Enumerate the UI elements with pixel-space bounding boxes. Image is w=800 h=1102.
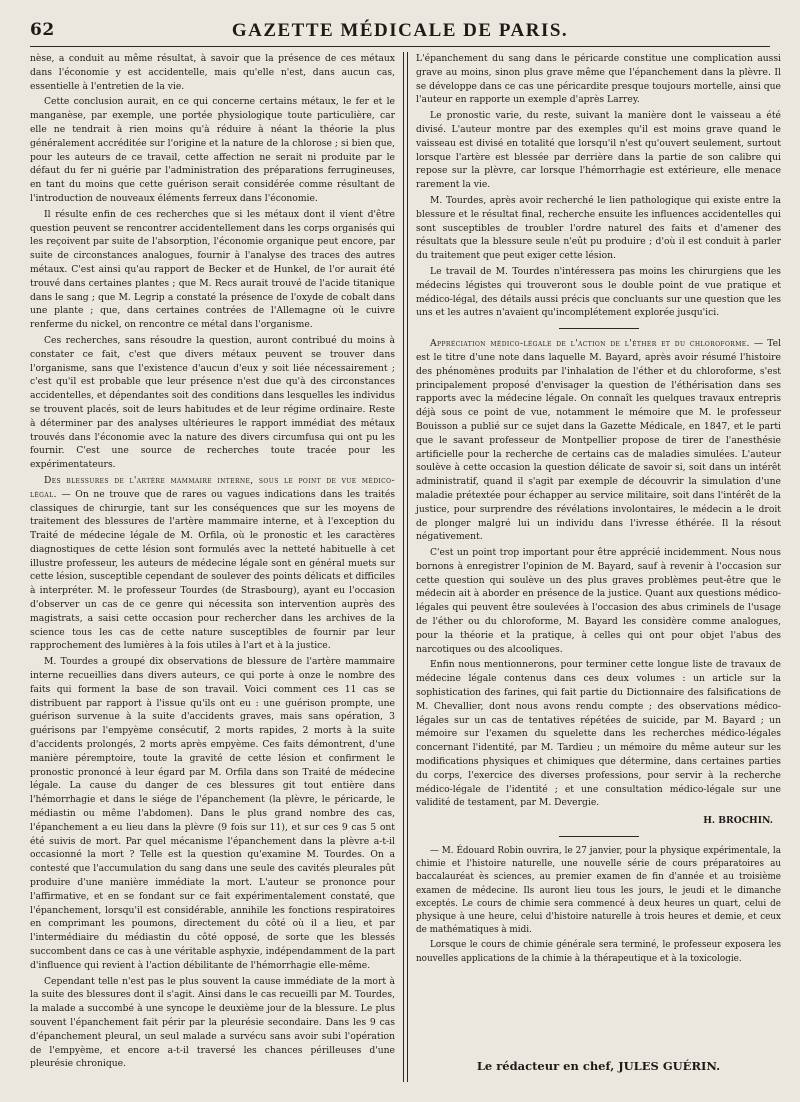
section-body: — On ne trouve que de rares ou vagues indications dans les traités classiques de chirurgie, tant sur les conséquences que sur les moyens de traitement des blessures de l'artère mammaire interne, et à l'exception du Traité de médecine légale de M. Orfila, où le pronostic et les caractères diagnostiques de cette lésion sont formulés avec la netteté habituelle à cet illustre professeur, les auteurs de médecine légale sont en général muets sur cette lésion, susceptible cependant de soulever des points délicats et difficiles à interpréter. M. le professeur Tourdes (de Strasbourg), ayant eu l'occasion d'observer un cas de ce genre qui nécessita son intervention auprès des magistrats, a saisi cette occasion pour rechercher dans les archives de la science tous les cas de cette nature susceptibles de fournir par leur rapprochement des lumières à la fois utiles à l'art et à la justice. — [30, 488, 395, 652]
paragraph: nèse, a conduit au même résultat, à savoir que la présence de ces métaux dans l'économie y est accidentelle, mais qu'elle n'est, dans aucun cas, essentielle à l'entretien de la vie. — [30, 53, 395, 92]
paragraph: C'est un point trop important pour être apprécié incidemment. Nous nous bornons à enregistrer l'opinion de M. Bayard, sauf à revenir à l'occasion sur cette question qui soulève un des plus graves problèmes peut-être que le médecin ait à aborder en présence de la justice. Quant aux questions médico-légales qui peuvent être soulevées à l'occasion des abus criminels de l'usage de l'éther ou du chloroforme, M. Bayard les considère comme analogues, pour la théorie et la pratique, à celles qui ont pour objet l'abus des narcotiques ou des alcooliques. — [416, 547, 781, 655]
news-item: Lorsque le cours de chimie générale sera terminé, le professeur exposera les nouvelles applications de la chimie à la thérapeutique et à la toxicologie. — [416, 940, 781, 964]
column-divider — [403, 52, 408, 1082]
section-paragraph — [416, 337, 781, 544]
section-title: Appréciation médico-légale de l'action de l'éther et du chloroforme. — [430, 338, 750, 350]
editor-signature: Le rédacteur en chef, JULES GUÉRIN. — [476, 1058, 721, 1073]
paragraph: Le travail de M. Tourdes n'intéressera pas moins les chirurgiens que les médecins légistes qui trouveront sous le double point de vue pratique et médico-légal, des détails aussi précis que concluants sur une question que les uns et les autres n'avaient qu'incomplétement explorée jusqu'ici. — [416, 265, 781, 319]
paragraph: Le pronostic varie, du reste, suivant la manière dont le vaisseau a été divisé. L'auteur montre par des exemples qu'il est moins grave quand le vaisseau est divisé en totalité que lorsqu'il n'est qu'ouvert seulement, surtout lorsque l'artère est blessée par derrière dans la partie de son calibre qui repose sur la plèvre, car lorsque l'hémorrhagie est extérieure, elle menace rarement la vie. — [416, 110, 781, 191]
journal-title: GAZETTE MÉDICALE DE PARIS. — [231, 20, 569, 41]
section-paragraph — [30, 474, 395, 653]
paragraph: Il résulte enfin de ces recherches que si les métaux dont il vient d'être question peuvent se rencontrer accidentellement dans les corps organisés qui les reçoivent par suite de l'absorption, l'économie organique peut encore, par suite de circonstances analogues, fournir à l'analyse des traces des autres métaux. C'est ainsi qu'au rapport de Becker et de Hunkel, de l'or aurait été trouvé dans certaines plantes ; que M. Recs aurait trouvé de l'acide titanique dans le sang ; que M. Legrip a constaté la présence de l'oxyde de cobalt dans une plante ; que, dans certaines contrées de l'Allemagne où le cuivre renferme du nickel, on rencontre ce métal dans l'organisme. — [30, 208, 395, 331]
paragraph: Ces recherches, sans résoudre la question, auront contribué du moins à constater ce fait, c'est que divers métaux peuvent se trouver dans l'organisme, sans que l'existence d'aucun d'eux y soit liée nécessairement ; c'est qu'il est probable que leur présence n'est due qu'à des circonstances accidentelles, et dépendantes soit des conditions dans lesquelles les individus se trouvent placés, soit de leurs habitudes et de leur régime ordinaire. Reste à déterminer par des analyses ultérieures le rapport immédiat des métaux trouvés dans l'économie avec la nature des divers circumfusa qui ont pu les fournir. C'est une source de recherches toute tracée pour les expérimentateurs. — [30, 334, 395, 471]
author-signature: H. BROCHIN. — [703, 815, 773, 827]
section-divider — [559, 328, 639, 329]
news-item: — M. Édouard Robin ouvrira, le 27 janvier, pour la physique expérimentale, la chimie et l'histoire naturelle, une nouvelle série de cours préparatoires au baccalauréat ès sciences, au premier examen de fin d'année et au troisième examen de médecine. Ils auront lieu tous les jours, le jeudi et le dimanche exceptés. Le cours de chimie sera commencé à deux heures un quart, celui de physique à une heure, celui d'histoire naturelle à trois heures et demie, et ceux de mathématiques à midi. — [416, 846, 781, 936]
paragraph: L'épanchement du sang dans le péricarde constitue une complication aussi grave au moins, sinon plus grave même que l'épanchement dans la plèvre. Il se développe dans ce cas une péricardite presque toujours mortelle, ainsi que l'auteur en rapporte un exemple d'après Larrey. — [416, 53, 781, 106]
right-column — [416, 52, 781, 1076]
paragraph: M. Tourdes a groupé dix observations de blessure de l'artère mammaire interne recueillies dans divers auteurs, ce qui porte à onze le nombre des faits qui forment la base de son travail. Voici comment ces 11 cas se distribuent par rapport à l'issue qu'ils ont eu : une guérison prompte, une guérison survenue à la suite d'accidents graves, mais sans opération, 3 guérisons par l'empyème consécutif, 2 morts rapides, 2 morts à la suite d'accidents prolongés, 2 morts après empyème. Ces faits démontrent, d'une manière péremptoire, toute la gravité de cette lésion et confirment le pronostic prononcé à leur égard par M. Orfila dans son Traité de médecine légale. La cause du danger de ces blessures git tout entière dans l'hémorrhagie et dans le siége de l'épanchement (la plèvre, le péricarde, le médiastin ou même l'abdomen). Dans le plus grand nombre des cas, l'épanchement a eu lieu dans la plèvre (9 fois sur 11), et sur ces 9 cas 5 ont été suivis de mort. Par quel mécanisme l'épanchement dans la plèvre a-t-il occasionné la mort ? Telle est la question qu'examine M. Tourdes. On a contesté que l'accumulation du sang dans une seule des cavités pleurales pût produire d'une manière immédiate la mort. L'auteur se prononce pour l'affirmative, et en se fondant sur ce fait expérimentalement constaté, que l'épanchement, lorsqu'il est considérable, annihile les fonctions respiratoires en comprimant les poumons, directement du côté où il a lieu, et par l'intermédiaire du médiastin du côté opposé, de sorte que les blessés succombent dans ce cas à une véritable asphyxie, indépendamment de la part d'influence qui revient à l'action débilitante de l'hémorrhagie elle-même. — [30, 656, 395, 971]
left-column — [30, 52, 395, 1073]
page-number: 62 — [30, 20, 55, 40]
section-divider — [559, 836, 639, 837]
paragraph: Cette conclusion aurait, en ce qui concerne certains métaux, le fer et le manganèse, par exemple, une portée physiologique toute particulière, car elle ne tendrait à rien moins qu'à réduire à néant la théorie la plus généralement accréditée sur l'origine et la nature de la chlorose ; si bien que, pour les auteurs de ce travail, cette affection ne serait ni produite par le défaut du fer ni guérie par l'administration des préparations ferrugineuses, en tant du moins que cette guérison serait considérée comme résultant de l'introduction de nouveaux éléments ferreux dans l'économie. — [30, 96, 395, 204]
paragraph: M. Tourdes, après avoir recherché le lien pathologique qui existe entre la blessure et le résultat final, recherche ensuite les influences accidentelles qui sont susceptibles de troubler l'ordre naturel des faits et d'amener des résultats que la blessure seule n'eût pu produire ; d'où il est conduit à parler du traitement que peut exiger cette lésion. — [416, 194, 781, 262]
section-title: Des blessures de l'artère mammaire interne, sous le point de vue médico-légal. — [30, 474, 395, 500]
page-header — [30, 18, 770, 47]
paragraph: Cependant telle n'est pas le plus souvent la cause immédiate de la mort à la suite des blessures dont il s'agit. Ainsi dans le cas recueilli par M. Tourdes, la malade a succombé à une syncope le deuxième jour de la blessure. Le plus souvent l'épanchement fait périr par la pleurésie secondaire. Dans les 9 cas d'épanchement pleural, un seul malade a survécu sans avoir subi l'opération de l'empyème, et encore a-t-il traversé les chances périlleuses d'une pleurésie chronique. — [30, 975, 395, 1070]
section-body: — Tel est le titre d'une note dans laquelle M. Bayard, après avoir résumé l'histoire des phénomènes produits par l'inhalation de l'éther et du chloroforme, s'est principalement proposé d'envisager la question de l'éthérisation dans ses rapports avec la médecine légale. On connaît les quelques travaux entrepris déjà sous ce point de vue, notamment le mémoire que M. le professeur Bouisson a publié sur ce sujet dans la Gazette Médicale, en 1847, et le parti que le savant professeur de Montpellier propose de tirer de l'anesthésie artificielle pour la recherche de certains cas de maladies simulées. L'auteur soulève à cette occasion la question délicate de savoir si, soit dans un intérêt administratif, quand il s'agit par exemple de découvrir la simulation d'une maladie prétextée pour échapper au service militaire, soit dans l'intérêt de la justice, pour surprendre des révélations involontaires, le médecin a le droit de plonger malgré lui un individu dans l'ivresse éthérée. Il la résout négativement. — [416, 338, 781, 543]
paragraph: Enfin nous mentionnerons, pour terminer cette longue liste de travaux de médecine légale contenus dans ces deux volumes : un article sur la sophistication des farines, qui fait partie du Dictionnaire des falsifications de M. Chevallier, dont nous avons rendu compte ; des observations médico-légales sur un cas de tentatives répétées de suicide, par M. Bayard ; un mémoire sur l'examen du squelette dans les recherches médico-légales concernant l'identité, par M. Tardieu ; un mémoire du même auteur sur les modifications physiques et chimiques que détermine, dans certaines parties du corps, l'exercice des diverses professions, pour servir à la recherche médico-légale de l'identité ; et une consultation médico-légale sur une validité de testament, par M. Devergie. — [416, 659, 781, 809]
